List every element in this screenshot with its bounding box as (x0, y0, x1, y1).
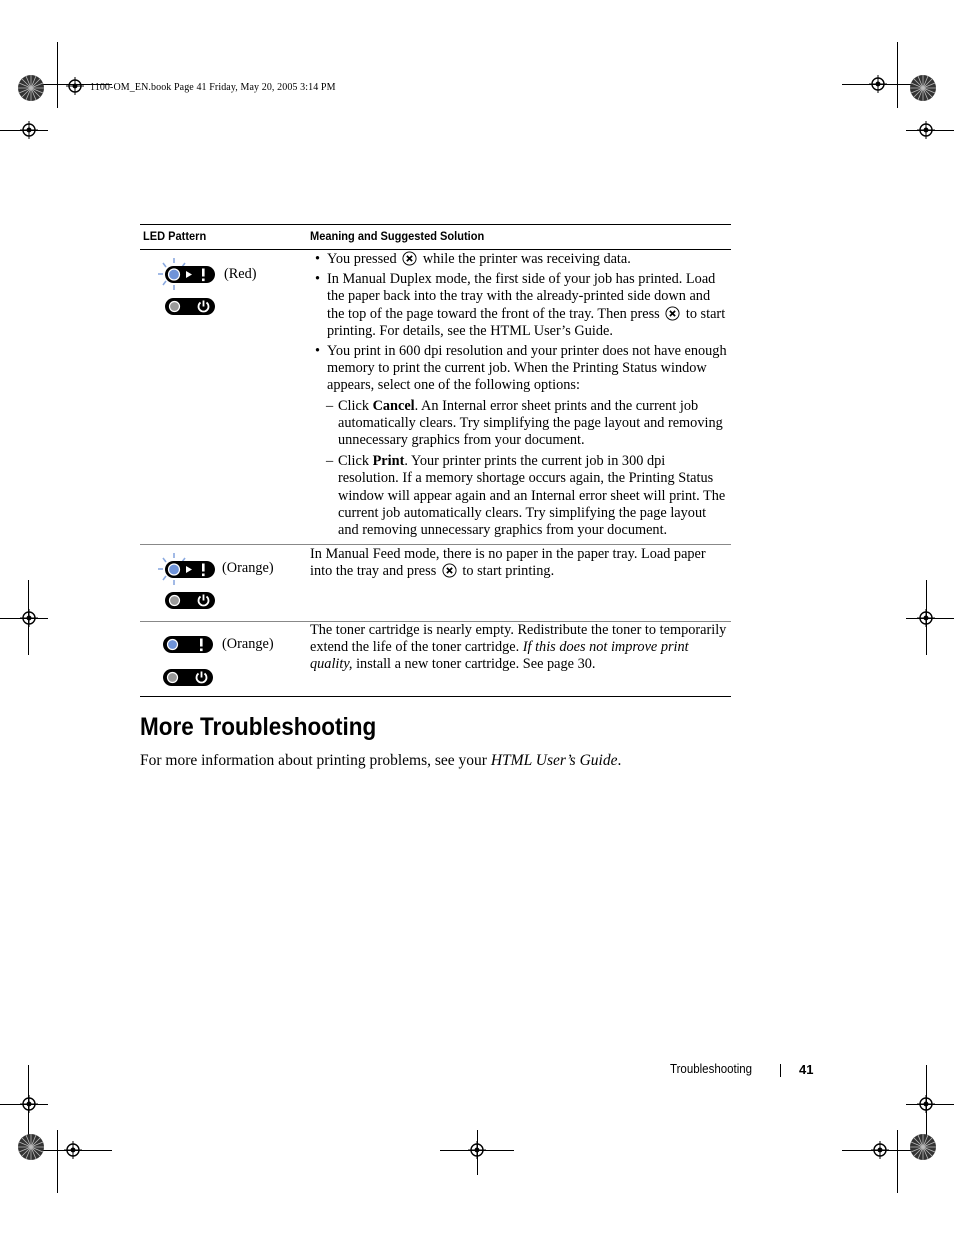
table-top-rule (140, 224, 731, 225)
registration-mark-icon (20, 121, 38, 139)
row-meaning: In Manual Feed mode, there is no paper in the paper tray. Load paper into the tray and press to start printing. (310, 546, 706, 580)
column-header-led-pattern: LED Pattern (143, 229, 207, 243)
list-item: • In Manual Duplex mode, the first side of your job has printed. Load the paper back into the tray with the already-printed side down and the top of the page toward the front of the tray. Then press to start printing. For details, see the HTML User’s Guide. (310, 271, 728, 340)
error-led-icon (163, 634, 215, 655)
registration-mark-icon (20, 1095, 38, 1113)
section-title: More Troubleshooting (140, 713, 377, 741)
option-item-print: – Click Print. Your printer prints the current job in 300 dpi resolution. If a memory shortage occurs again, the Printing Status window will appear again and an Internal error sheet will print. The current job automatically clears. Try simplifying the page layout and removing unnecessary graphics from your document. (326, 453, 726, 539)
column-header-meaning: Meaning and Suggested Solution (310, 229, 485, 243)
users-guide-reference: HTML User’s Guide (490, 752, 618, 769)
cancel-x-button-icon (665, 306, 680, 321)
registration-mark-icon (64, 1141, 82, 1159)
registration-mark-icon (871, 1141, 889, 1159)
registration-mark-icon (468, 1141, 486, 1159)
row-divider (140, 544, 731, 545)
page-number: 41 (799, 1062, 814, 1077)
ready-power-led-icon (163, 667, 215, 688)
color-star-target-icon (909, 1133, 937, 1161)
registration-mark-icon (869, 75, 887, 93)
color-star-target-icon (17, 1133, 45, 1161)
registration-mark-icon (917, 121, 935, 139)
registration-mark-icon (66, 77, 84, 95)
job-header: 1100-OM_EN.book Page 41 Friday, May 20, 2005 3:14 PM (90, 82, 336, 93)
table-header-rule (140, 249, 731, 250)
table-bottom-rule (140, 696, 731, 697)
error-led-blinking-icon (155, 258, 217, 298)
section-body: For more information about printing problems, see your HTML User’s Guide. (140, 752, 622, 769)
cancel-x-button-icon (402, 251, 417, 266)
row-meaning: The toner cartridge is nearly empty. Redistribute the toner to temporarily extend the life of the toner cartridge. If this does not improve print quality, install a new toner cartridge. See page 30. (310, 622, 727, 673)
list-item: • You pressed while the printer was receiving data. (310, 251, 728, 268)
error-led-blinking-icon (155, 553, 217, 593)
ready-power-led-icon (165, 590, 217, 611)
row-meaning (310, 251, 728, 543)
registration-mark-icon (917, 609, 935, 627)
led-color-label: (Red) (224, 266, 257, 282)
ready-power-led-icon (165, 296, 217, 317)
registration-mark-icon (20, 609, 38, 627)
cancel-x-button-icon (442, 563, 457, 578)
color-star-target-icon (909, 74, 937, 102)
option-item-cancel: – Click Cancel. An Internal error sheet prints and the current job automatically clears. Try simplifying the page layout and removing unnecessary graphics from your document. (326, 397, 723, 449)
led-color-label: (Orange) (222, 636, 274, 652)
footer-divider (780, 1064, 781, 1077)
list-item: • You print in 600 dpi resolution and your printer does not have enough memory to print the current job. When the Printing Status window appears, select one of the following options: (310, 343, 728, 395)
led-color-label: (Orange) (222, 560, 274, 576)
color-star-target-icon (17, 74, 45, 102)
registration-mark-icon (917, 1095, 935, 1113)
footer-section-name: Troubleshooting (670, 1062, 753, 1076)
